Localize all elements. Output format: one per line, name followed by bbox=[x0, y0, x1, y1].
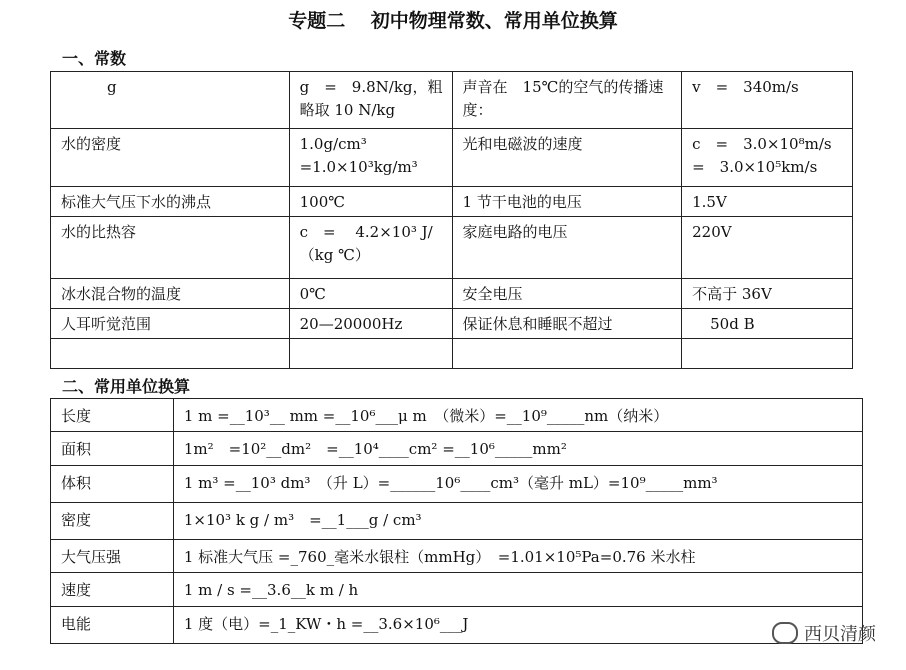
cell: 1.5V bbox=[682, 187, 853, 217]
cell: v = 340m/s bbox=[682, 72, 853, 129]
row-label: 密度 bbox=[51, 503, 174, 540]
row-value: 1 标准大气压 =_760_毫米水银柱（mmHg） =1.01×10⁵Pa=0.76 米水柱 bbox=[173, 540, 862, 573]
cell: 20—20000Hz bbox=[289, 309, 452, 339]
section-heading-constants: 一、常数 bbox=[62, 49, 127, 68]
cell: 标准大气压下水的沸点 bbox=[51, 187, 290, 217]
cell: 安全电压 bbox=[452, 279, 682, 309]
row-value: 1 m / s =__3.6__k m / h bbox=[173, 573, 862, 607]
row-value: 1×10³ k g / m³ =__1___g / cm³ bbox=[173, 503, 862, 540]
cell: 光和电磁波的速度 bbox=[452, 129, 682, 187]
cell: g bbox=[51, 72, 290, 129]
row-label: 速度 bbox=[51, 573, 174, 607]
cell: g = 9.8N/kg，粗略取 10 N/kg bbox=[289, 72, 452, 129]
cell: 声音在 15℃的空气的传播速度： bbox=[452, 72, 682, 129]
cell bbox=[289, 339, 452, 369]
cell: c = 4.2×10³ J/（kg ℃） bbox=[289, 217, 452, 279]
cell: 220V bbox=[682, 217, 853, 279]
cell: 冰水混合物的温度 bbox=[51, 279, 290, 309]
cell: 家庭电路的电压 bbox=[452, 217, 682, 279]
section-heading-conversions: 二、常用单位换算 bbox=[62, 377, 191, 396]
cell: 水的比热容 bbox=[51, 217, 290, 279]
row-value: 1 m =__10³__ mm =__10⁶___μ m （微米）=__10⁹_____nm（纳米） bbox=[173, 399, 862, 432]
cell: 1.0g/cm³ =1.0×10³kg/m³ bbox=[289, 129, 452, 187]
row-label: 体积 bbox=[51, 466, 174, 503]
cell bbox=[452, 339, 682, 369]
row-label: 大气压强 bbox=[51, 540, 174, 573]
row-value: 1m² =10²__dm² =__10⁴____cm² =__10⁶_____mm² bbox=[173, 432, 862, 466]
cell: 水的密度 bbox=[51, 129, 290, 187]
constants-table bbox=[50, 71, 853, 369]
page-title: 专题二 初中物理常数、常用单位换算 bbox=[288, 10, 618, 32]
cell: 50d B bbox=[682, 309, 853, 339]
row-label: 电能 bbox=[51, 607, 174, 644]
wechat-icon bbox=[772, 622, 798, 644]
watermark-text: 西贝清颜 bbox=[804, 624, 876, 645]
conversions-table bbox=[50, 398, 863, 644]
row-label: 面积 bbox=[51, 432, 174, 466]
cell: 人耳听觉范围 bbox=[51, 309, 290, 339]
row-value: 1 m³ =__10³ dm³ （升 L）=______10⁶____cm³（毫升 mL）=10⁹_____mm³ bbox=[173, 466, 862, 503]
cell: 1 节干电池的电压 bbox=[452, 187, 682, 217]
cell bbox=[51, 339, 290, 369]
cell: c = 3.0×10⁸m/s = 3.0×10⁵km/s bbox=[682, 129, 853, 187]
row-value: 1 度（电）=_1_KW・h =__3.6×10⁶___J bbox=[173, 607, 862, 644]
cell bbox=[682, 339, 853, 369]
row-label: 长度 bbox=[51, 399, 174, 432]
cell: 0℃ bbox=[289, 279, 452, 309]
cell: 保证休息和睡眠不超过 bbox=[452, 309, 682, 339]
cell: 100℃ bbox=[289, 187, 452, 217]
watermark bbox=[772, 620, 876, 646]
cell: 不高于 36V bbox=[682, 279, 853, 309]
